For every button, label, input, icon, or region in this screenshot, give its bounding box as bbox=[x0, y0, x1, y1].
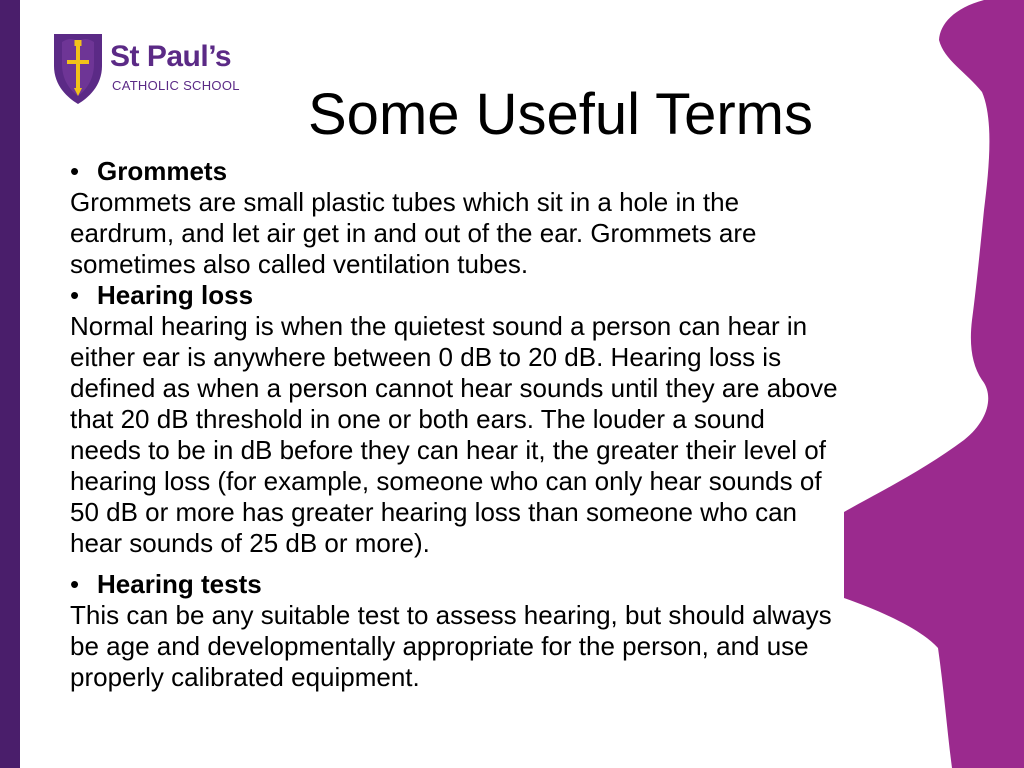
term-body: This can be any suitable test to assess hearing, but should always be age and developmentally appropriate for the person, and use properly calibrated equipment. bbox=[70, 600, 832, 692]
terms-list bbox=[70, 156, 840, 693]
school-logo bbox=[50, 30, 260, 110]
term-heading-text: Hearing tests bbox=[97, 569, 262, 599]
slide-title: Some Useful Terms bbox=[308, 82, 813, 147]
bullet-icon: • bbox=[70, 569, 80, 599]
decorative-silhouette bbox=[844, 0, 1024, 768]
term-heading bbox=[70, 569, 840, 600]
term-hearing-loss bbox=[70, 280, 840, 559]
bullet-icon: • bbox=[70, 280, 80, 310]
left-accent-bar bbox=[0, 0, 20, 768]
term-hearing-tests bbox=[70, 569, 840, 693]
term-heading bbox=[70, 280, 840, 311]
term-heading bbox=[70, 156, 840, 187]
term-heading-text: Grommets bbox=[97, 156, 228, 186]
logo-school-name: St Paul’s bbox=[110, 40, 232, 73]
term-body: Grommets are small plastic tubes which sit in a hole in the eardrum, and let air get in and out of the ear. Grommets are sometimes also called ventilation tubes. bbox=[70, 187, 757, 279]
shield-sword-icon bbox=[50, 30, 106, 106]
term-body: Normal hearing is when the quietest sound a person can hear in either ear is anywhere between 0 dB to 20 dB. Hearing loss is defined as when a person cannot hear sounds until they are above that 20 dB threshold in one or both ears. The louder a sound needs to be in dB before they can hear it, the greater their level of hearing loss (for example, someone who can only hear sounds of 50 dB or more has greater hearing loss than someone who can hear sounds of 25 dB or more). bbox=[70, 311, 838, 558]
bullet-icon: • bbox=[70, 156, 80, 186]
logo-school-subtitle: CATHOLIC SCHOOL bbox=[112, 78, 240, 93]
term-heading-text: Hearing loss bbox=[97, 280, 254, 310]
term-grommets bbox=[70, 156, 840, 280]
